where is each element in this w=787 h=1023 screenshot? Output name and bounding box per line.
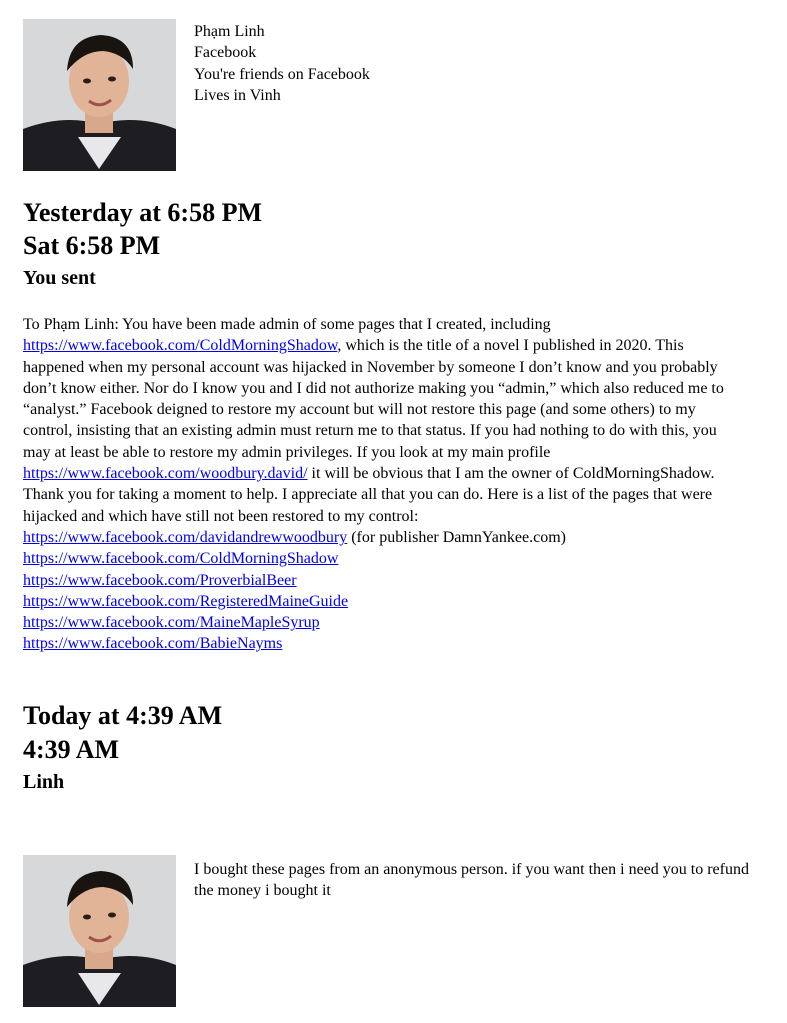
message2-time: 4:39 AM	[23, 735, 120, 764]
list-item	[23, 633, 735, 654]
message1-date: Yesterday at 6:58 PM	[23, 198, 262, 227]
page-link[interactable]: https://www.facebook.com/ProverbialBeer	[23, 571, 297, 589]
message1-time: Sat 6:58 PM	[23, 231, 161, 260]
sender-avatar[interactable]	[23, 855, 176, 1007]
message1-sender: You sent	[23, 267, 96, 289]
message2-text: I bought these pages from an anonymous person. if you want then i need you to refund the money i bought it	[194, 861, 749, 900]
message1-text-intro: To Phạm Linh: You have been made admin of some pages that I created, including	[23, 316, 551, 333]
list-item	[23, 591, 735, 612]
list-item	[23, 527, 735, 548]
profile-name[interactable]: Phạm Linh	[194, 23, 265, 40]
list-item	[23, 612, 735, 633]
page-link[interactable]: https://www.facebook.com/BabieNayms	[23, 635, 283, 653]
profile-photo-icon	[23, 855, 176, 1007]
cold-morning-shadow-link[interactable]: https://www.facebook.com/ColdMorningShadow	[23, 337, 338, 355]
list-item	[23, 570, 735, 591]
profile-photo-icon	[23, 19, 176, 171]
page-link[interactable]: https://www.facebook.com/MaineMapleSyrup	[23, 614, 320, 632]
profile-avatar[interactable]	[23, 19, 176, 171]
page-link[interactable]: https://www.facebook.com/davidandrewwoodbury	[23, 528, 348, 546]
message1-text	[23, 314, 735, 527]
list-item	[23, 548, 735, 569]
message1-text-end: it will be obvious that I am the owner of ColdMorningShadow. Thank you for taking a moment to help. I appreciate all that you can do. Here is a list of the pages that were hijacked and which have still not been restored to my control:	[23, 465, 715, 525]
page-link[interactable]: https://www.facebook.com/RegisteredMaineGuide	[23, 592, 349, 610]
profile-info	[194, 21, 370, 106]
profile-network: Facebook	[194, 44, 257, 62]
message1-text-middle: , which is the title of a novel I published in 2020. This happened when my personal account was hijacked in November by someone I don’t know and you probably don’t know either. Nor do I know you and I did not authorize making you “admin,” which also reduced me to “analyst.” Facebook deigned to restore my account but will not restore this page (and some others) to my control, insisting that an existing admin must return me to that status. If you had nothing to do with this, you may at least be able to restore my admin privileges. If you look at my main profile	[23, 337, 724, 461]
message2-sender: Linh	[23, 771, 65, 793]
profile-relationship: You're friends on Facebook	[194, 65, 370, 83]
hijacked-pages-list	[23, 527, 735, 655]
message1-body	[23, 314, 735, 655]
page-link-note: (for publisher DamnYankee.com)	[347, 528, 566, 546]
page-link[interactable]: https://www.facebook.com/ColdMorningShadow	[23, 550, 339, 568]
message2-date: Today at 4:39 AM	[23, 701, 223, 730]
main-profile-link[interactable]: https://www.facebook.com/woodbury.david/	[23, 465, 308, 483]
profile-location: Lives in Vinh	[194, 86, 281, 104]
